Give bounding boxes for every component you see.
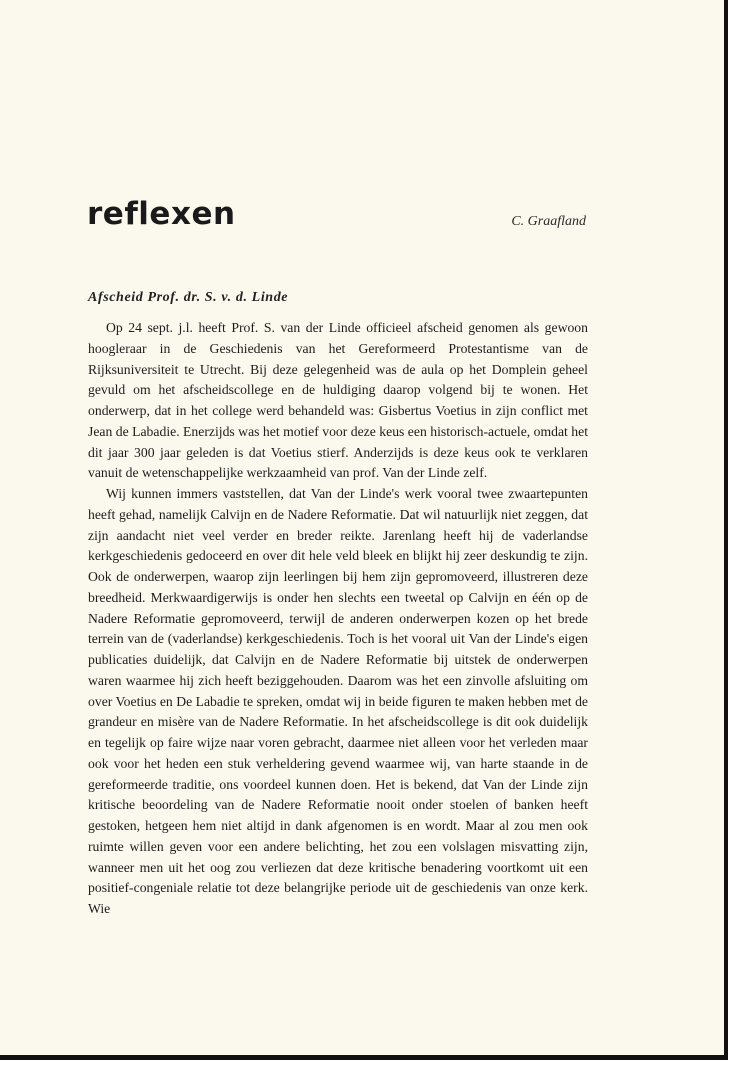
author-name: C. Graafland [511, 214, 586, 229]
article-heading: Afscheid Prof. dr. S. v. d. Linde [88, 290, 289, 305]
paragraph-1: Op 24 sept. j.l. heeft Prof. S. van der Linde officieel afscheid genomen als gewoon hoogleraar in de Geschiedenis van het Gereformeerd Protestantisme van de Rijksuniversiteit te Utrecht. Bij deze gelegenheid was de aula op het Domplein geheel gevuld om het afscheidscollege en de huldiging daarop volgend bij te wonen. Het onderwerp, dat in het college werd behandeld was: Gisbertus Voetius in zijn conflict met Jean de Labadie. Enerzijds was het motief voor deze keus een historisch-actuele, omdat het dit jaar 300 jaar geleden is dat Voetius stierf. Anderzijds is deze keus ook te verklaren vanuit de wetenschappelijke werkzaamheid van prof. Van der Linde zelf. [88, 320, 588, 481]
paragraph-2: Wij kunnen immers vaststellen, dat Van der Linde's werk vooral twee zwaartepunten heeft gehad, namelijk Calvijn en de Nadere Reformatie. Dat wil natuurlijk niet zeggen, dat zijn aandacht niet veel verder en breder reikte. Jarenlang heeft hij de vaderlandse kerkgeschiedenis gedoceerd en over dit hele veld bleek en blijkt hij zeer deskundig te zijn. Ook de onderwerpen, waarop zijn leerlingen bij hem zijn gepromoveerd, illustreren deze breedheid. Merkwaardigerwijs is onder hen slechts een tweetal op Calvijn en één op de Nadere Reformatie gepromoveerd, terwijl de anderen onderwerpen kozen op het brede terrein van de (vaderlandse) kerkgeschiedenis. Toch is het vooral uit Van der Linde's eigen publicaties duidelijk, dat Calvijn en de Nadere Reformatie bij uitstek de onderwerpen waren waarmee hij zich heeft beziggehouden. Daarom was het een zinvolle afsluiting om over Voetius en De Labadie te spreken, omdat wij in beide figuren te maken hebben met de grandeur en misère van de Nadere Reformatie. In het afscheidscollege is dit ook duidelijk en tegelijk op faire wijze naar voren gebracht, daarmee niet alleen voor het verleden maar ook voor het heden een stuk verheldering gevend waarmee wij, van harte staande in de gereformeerde traditie, ons voordeel kunnen doen. Het is bekend, dat Van der Linde zijn kritische beoordeling van de Nadere Reformatie nooit onder stoelen of banken heeft gestoken, hetgeen hem niet altijd in dank afgenomen is en wordt. Maar al zou men ook ruimte willen geven voor een andere belichting, het zou een volslagen misvatting zijn, wanneer men uit het oog zou verliezen dat deze kritische benadering voortkomt uit een positief-congeniale relatie tot deze belangrijke periode uit de geschiedenis van onze kerk. Wie [88, 486, 588, 916]
article-body [88, 318, 588, 920]
section-title: reflexen [87, 196, 236, 232]
